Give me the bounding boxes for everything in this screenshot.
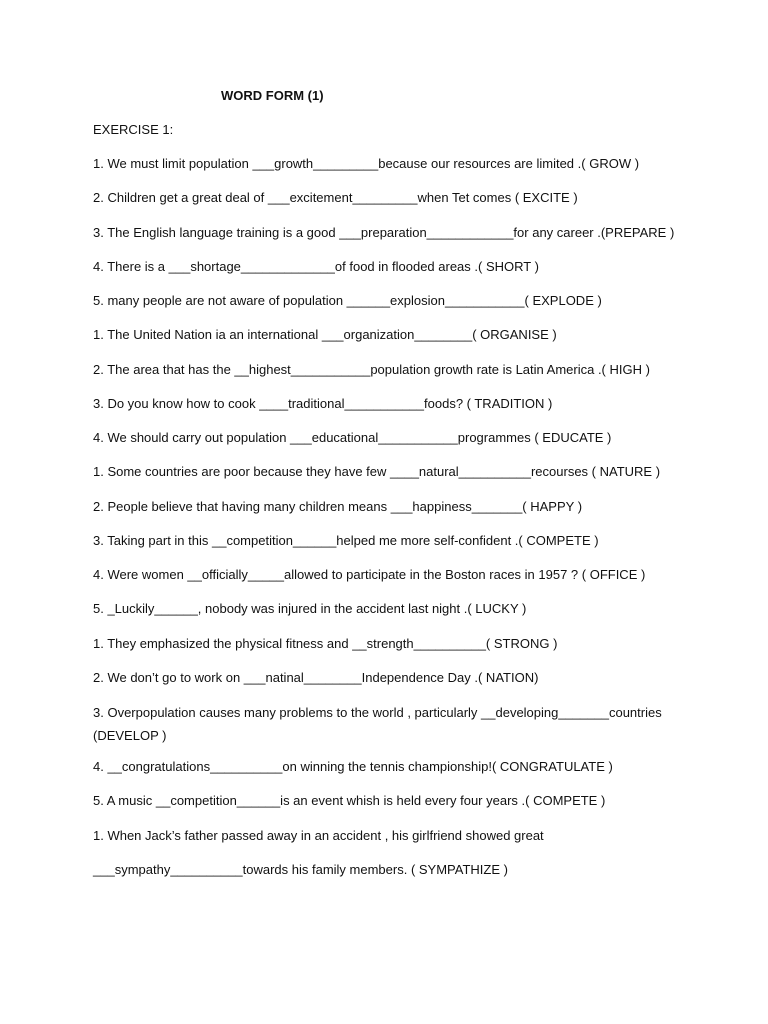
exercise-line: 2. People believe that having many children means ___happiness_______( HAPPY ) [93,498,583,514]
exercise-line: 4. Were women __officially_____allowed to participate in the Boston races in 1957 ? ( OFFICE ) [93,567,646,582]
exercise-line: 4. We should carry out population ___educational___________programmes ( EDUCATE ) [93,430,612,445]
exercise-list [93,156,693,896]
exercise-line: 1. We must limit population ___growth_________because our resources are limited .( GROW ) [93,156,640,171]
exercise-heading: EXERCISE 1: [93,122,174,137]
exercise-line: 1. The United Nation ia an international ___organization________( ORGANISE ) [93,327,557,343]
exercise-line: 1. Some countries are poor because they have few ____natural__________recourses ( NATURE ) [93,464,661,480]
document-title: WORD FORM (1) [221,88,324,103]
exercise-line: 3. The English language training is a good ___preparation____________for any career .(PREPARE ) [93,224,675,240]
exercise-line: 3. Do you know how to cook ____traditional___________foods? ( TRADITION ) [93,395,553,411]
exercise-line: ___sympathy__________towards his family members. ( SYMPATHIZE ) [93,861,508,877]
exercise-line: 5. _Luckily______, nobody was injured in the accident last night .( LUCKY ) [93,601,527,617]
exercise-line: 2. The area that has the __highest___________population growth rate is Latin America .( HIGH ) [93,361,650,377]
exercise-line: 2. Children get a great deal of ___excitement_________when Tet comes ( EXCITE ) [93,190,578,206]
exercise-line: 5. many people are not aware of population ______explosion___________( EXPLODE ) [93,293,602,308]
exercise-line: 3. Overpopulation causes many problems to the world , particularly __developing_______countries (DEVELOP ) [93,705,662,743]
exercise-line: 2. We don’t go to work on ___natinal________Independence Day .( NATION) [93,669,539,685]
exercise-line: 4. There is a ___shortage_____________of food in flooded areas .( SHORT ) [93,258,539,274]
exercise-line: 1. When Jack’s father passed away in an accident , his girlfriend showed great [93,827,544,843]
exercise-line: 4. __congratulations__________on winning the tennis championship!( CONGRATULATE ) [93,759,613,774]
exercise-line: 1. They emphasized the physical fitness and __strength__________( STRONG ) [93,635,558,651]
exercise-line: 3. Taking part in this __competition______helped me more self-confident .( COMPETE ) [93,532,599,548]
exercise-line: 5. A music __competition______is an event whish is held every four years .( COMPETE ) [93,793,606,809]
